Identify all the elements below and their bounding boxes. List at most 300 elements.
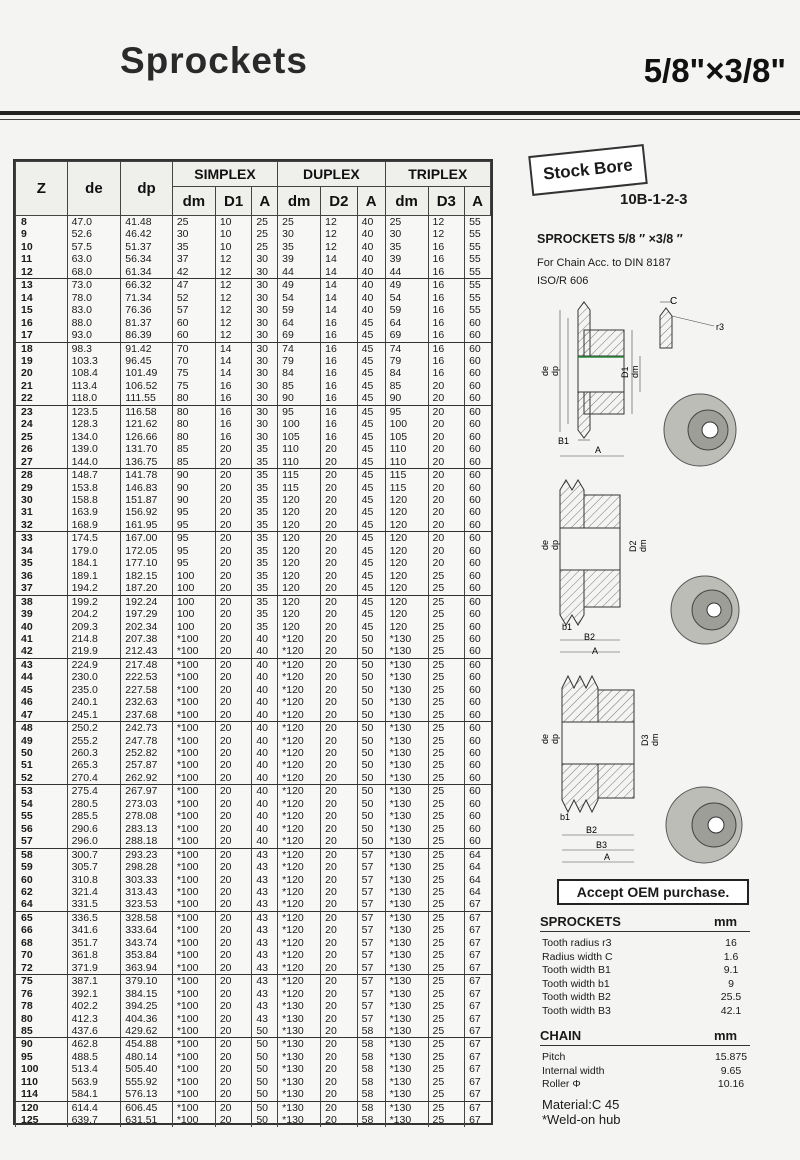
table-cell: 20: [321, 1038, 358, 1051]
table-cell: *100: [172, 911, 215, 924]
table-cell: 95: [172, 506, 215, 518]
table-cell: 20: [321, 722, 358, 735]
table-cell: 72: [16, 962, 68, 975]
table-cell: 95: [172, 545, 215, 557]
table-cell: 96.45: [121, 355, 173, 367]
table-cell: 35: [252, 557, 278, 569]
standards: [537, 254, 671, 290]
table-cell: 305.7: [67, 861, 121, 873]
table-row: [16, 747, 491, 759]
table-cell: 40: [252, 785, 278, 798]
table-cell: 25: [428, 684, 465, 696]
table-cell: 80: [172, 431, 215, 443]
table-cell: 16: [215, 380, 252, 392]
table-row: [16, 469, 491, 482]
table-cell: 60: [465, 671, 491, 683]
table-cell: 95: [172, 532, 215, 545]
label-dp-2: dp: [550, 539, 560, 550]
table-row: [16, 317, 491, 329]
table-cell: 12: [215, 292, 252, 304]
table-cell: 20: [215, 456, 252, 469]
table-cell: *130: [385, 1000, 428, 1012]
table-cell: 12: [215, 266, 252, 279]
table-cell: 67: [465, 911, 491, 924]
table-cell: 105: [278, 431, 321, 443]
table-cell: 90: [172, 469, 215, 482]
table-cell: 217.48: [121, 658, 173, 671]
table-cell: 20: [215, 545, 252, 557]
table-cell: 25: [428, 886, 465, 898]
table-cell: *100: [172, 772, 215, 785]
table-cell: 16: [321, 392, 358, 405]
table-cell: 60: [465, 355, 491, 367]
table-cell: 156.92: [121, 506, 173, 518]
table-cell: 280.5: [67, 798, 121, 810]
table-cell: 50: [357, 696, 385, 708]
table-cell: 12: [321, 216, 358, 229]
label-de-3: de: [540, 733, 550, 744]
table-cell: 20: [428, 456, 465, 469]
table-cell: 20: [321, 443, 358, 455]
table-cell: 57: [357, 848, 385, 861]
table-cell: 144.0: [67, 456, 121, 469]
table-cell: *100: [172, 810, 215, 822]
table-cell: 31: [16, 506, 68, 518]
table-cell: 153.8: [67, 482, 121, 494]
table-cell: 60: [465, 608, 491, 620]
spec-label: Tooth width B3: [542, 1005, 611, 1017]
table-cell: 120: [385, 621, 428, 633]
table-cell: 25: [428, 975, 465, 988]
table-cell: 115: [278, 469, 321, 482]
table-cell: 20: [215, 949, 252, 961]
table-cell: *120: [278, 988, 321, 1000]
table-cell: 43: [252, 848, 278, 861]
table-cell: 30: [252, 367, 278, 379]
table-row: [16, 342, 491, 355]
table-row: [16, 1063, 491, 1075]
table-cell: 30: [172, 228, 215, 240]
table-cell: 16: [321, 418, 358, 430]
table-cell: 20: [215, 886, 252, 898]
table-cell: 55: [465, 266, 491, 279]
table-cell: 14: [321, 304, 358, 316]
table-cell: 555.92: [121, 1076, 173, 1088]
sprockets-section-title: SPROCKETS: [540, 914, 621, 929]
table-row: [16, 582, 491, 595]
table-cell: 50: [357, 722, 385, 735]
table-cell: 25: [428, 621, 465, 633]
table-cell: 60: [465, 633, 491, 645]
table-cell: *100: [172, 861, 215, 873]
table-cell: 100: [385, 418, 428, 430]
table-cell: 25: [252, 216, 278, 229]
table-cell: 115: [385, 469, 428, 482]
table-cell: 79: [278, 355, 321, 367]
table-cell: 161.95: [121, 519, 173, 532]
group-header-duplex: DUPLEX: [278, 162, 385, 187]
table-cell: 100: [172, 608, 215, 620]
table-cell: *130: [385, 886, 428, 898]
table-cell: *120: [278, 798, 321, 810]
table-cell: 60: [465, 380, 491, 392]
table-cell: 278.08: [121, 810, 173, 822]
table-row: [16, 962, 491, 975]
sub-header: D1: [215, 187, 252, 216]
table-cell: *130: [385, 1038, 428, 1051]
table-cell: 224.9: [67, 658, 121, 671]
table-cell: 43: [252, 861, 278, 873]
table-cell: *120: [278, 949, 321, 961]
table-cell: 8: [16, 216, 68, 229]
label-dm-2: dm: [638, 539, 648, 552]
table-cell: 26: [16, 443, 68, 455]
table-cell: 20: [321, 1000, 358, 1012]
table-cell: 68.0: [67, 266, 121, 279]
table-cell: 120: [278, 545, 321, 557]
table-cell: 79: [385, 355, 428, 367]
table-cell: 363.94: [121, 962, 173, 975]
table-cell: 25: [428, 798, 465, 810]
spec-label: Pitch: [542, 1051, 566, 1063]
table-cell: 70: [172, 355, 215, 367]
table-cell: 343.74: [121, 937, 173, 949]
table-cell: 120: [385, 582, 428, 595]
table-cell: 50: [357, 658, 385, 671]
table-cell: 298.28: [121, 861, 173, 873]
table-cell: 118.0: [67, 392, 121, 405]
table-cell: 12: [215, 279, 252, 292]
table-cell: 60: [465, 582, 491, 595]
table-cell: 57: [357, 861, 385, 873]
table-cell: 16: [16, 317, 68, 329]
table-cell: 513.4: [67, 1063, 121, 1075]
table-cell: 20: [215, 1088, 252, 1101]
table-cell: *130: [385, 1114, 428, 1126]
table-cell: 67: [465, 898, 491, 911]
table-cell: 120: [278, 494, 321, 506]
table-cell: 100: [172, 621, 215, 633]
table-cell: 50: [252, 1088, 278, 1101]
table-cell: 35: [252, 443, 278, 455]
table-cell: *130: [385, 747, 428, 759]
table-cell: 310.8: [67, 874, 121, 886]
label-c: C: [670, 296, 678, 307]
table-cell: *100: [172, 1051, 215, 1063]
table-row: [16, 456, 491, 469]
table-cell: 43: [252, 1013, 278, 1025]
table-cell: 20: [215, 709, 252, 722]
table-cell: 40: [252, 759, 278, 771]
table-cell: *120: [278, 759, 321, 771]
table-cell: 20: [215, 772, 252, 785]
table-cell: 563.9: [67, 1076, 121, 1088]
table-cell: 12: [321, 241, 358, 253]
table-cell: 20: [215, 1051, 252, 1063]
table-cell: *100: [172, 798, 215, 810]
table-cell: *100: [172, 949, 215, 961]
table-cell: 16: [215, 431, 252, 443]
spec-value: 9: [728, 977, 734, 990]
table-cell: 70: [16, 949, 68, 961]
table-cell: 25: [428, 823, 465, 835]
table-cell: 17: [16, 329, 68, 342]
chain-section-title: CHAIN: [540, 1028, 582, 1043]
table-cell: 120: [385, 545, 428, 557]
table-cell: 60: [465, 557, 491, 569]
table-cell: 67: [465, 937, 491, 949]
group-header-simplex: SIMPLEX: [172, 162, 277, 187]
table-cell: 45: [357, 494, 385, 506]
table-cell: 40: [357, 279, 385, 292]
table-cell: *130: [385, 735, 428, 747]
table-cell: 20: [321, 772, 358, 785]
weld-note: *Weld-on hub: [542, 1112, 621, 1127]
table-cell: 232.63: [121, 696, 173, 708]
table-cell: *120: [278, 975, 321, 988]
table-cell: 60: [465, 722, 491, 735]
table-cell: 40: [252, 747, 278, 759]
table-cell: 120: [278, 621, 321, 633]
table-cell: *130: [278, 1025, 321, 1038]
table-cell: *130: [278, 1101, 321, 1114]
table-cell: 20: [215, 848, 252, 861]
table-cell: 606.45: [121, 1101, 173, 1114]
table-cell: 20: [321, 595, 358, 608]
table-cell: 37: [172, 253, 215, 265]
table-cell: 60: [465, 772, 491, 785]
table-cell: 40: [357, 304, 385, 316]
table-cell: 20: [428, 392, 465, 405]
spec-label: Tooth width b1: [542, 977, 610, 990]
table-cell: 16: [428, 292, 465, 304]
table-cell: 16: [321, 405, 358, 418]
table-cell: 103.3: [67, 355, 121, 367]
table-cell: 480.14: [121, 1051, 173, 1063]
table-cell: 100: [172, 595, 215, 608]
table-cell: 20: [321, 735, 358, 747]
table-cell: *130: [385, 1013, 428, 1025]
table-cell: 67: [465, 1025, 491, 1038]
table-cell: 22: [16, 392, 68, 405]
table-cell: 43: [252, 898, 278, 911]
label-b2-3: B2: [586, 825, 598, 835]
table-cell: 50: [357, 759, 385, 771]
table-cell: 55: [465, 253, 491, 265]
table-cell: 25: [428, 861, 465, 873]
table-row: [16, 1088, 491, 1101]
table-cell: 60: [465, 469, 491, 482]
table-cell: 126.66: [121, 431, 173, 443]
table-cell: 64: [465, 874, 491, 886]
table-cell: *130: [278, 1076, 321, 1088]
table-cell: 50: [357, 735, 385, 747]
table-cell: 275.4: [67, 785, 121, 798]
table-cell: 73.0: [67, 279, 121, 292]
table-cell: 16: [428, 253, 465, 265]
table-cell: 85: [278, 380, 321, 392]
table-cell: 32: [16, 519, 68, 532]
table-cell: 20: [215, 835, 252, 848]
table-cell: 151.87: [121, 494, 173, 506]
table-cell: 20: [215, 747, 252, 759]
table-cell: 20: [428, 469, 465, 482]
table-row: [16, 924, 491, 936]
table-cell: 21: [16, 380, 68, 392]
table-cell: 45: [357, 342, 385, 355]
table-cell: 40: [357, 292, 385, 304]
table-row: [16, 241, 491, 253]
table-cell: 47: [16, 709, 68, 722]
table-cell: 98.3: [67, 342, 121, 355]
table-row: [16, 671, 491, 683]
table-cell: 25: [428, 874, 465, 886]
table-cell: 35: [252, 570, 278, 582]
table-cell: 40: [252, 835, 278, 848]
table-cell: 384.15: [121, 988, 173, 1000]
table-cell: 285.5: [67, 810, 121, 822]
simplex-drawing: [540, 296, 736, 466]
table-cell: *130: [385, 1088, 428, 1101]
table-cell: 60: [465, 696, 491, 708]
table-cell: 50: [357, 684, 385, 696]
table-cell: 40: [252, 823, 278, 835]
table-cell: *100: [172, 823, 215, 835]
page-title: Sprockets: [120, 40, 308, 81]
table-cell: 60: [465, 735, 491, 747]
table-cell: 25: [428, 962, 465, 975]
table-cell: 20: [321, 570, 358, 582]
table-cell: 20: [215, 810, 252, 822]
table-cell: 40: [252, 735, 278, 747]
table-row: [16, 621, 491, 633]
table-cell: 67: [465, 1076, 491, 1088]
table-cell: 120: [385, 595, 428, 608]
table-cell: 76: [16, 988, 68, 1000]
table-cell: *100: [172, 684, 215, 696]
spec-label: Internal width: [542, 1064, 605, 1077]
label-d1: D1: [620, 366, 630, 378]
table-cell: 40: [252, 684, 278, 696]
table-row: [16, 874, 491, 886]
table-cell: 120: [385, 519, 428, 532]
table-cell: 252.82: [121, 747, 173, 759]
table-cell: 20: [321, 949, 358, 961]
table-cell: 283.13: [121, 823, 173, 835]
table-cell: 20: [428, 443, 465, 455]
table-cell: 20: [428, 494, 465, 506]
table-cell: 584.1: [67, 1088, 121, 1101]
table-cell: 60: [465, 519, 491, 532]
table-cell: 20: [215, 911, 252, 924]
table-cell: 172.05: [121, 545, 173, 557]
table-cell: 16: [321, 355, 358, 367]
table-cell: 202.34: [121, 621, 173, 633]
table-cell: 20: [321, 608, 358, 620]
table-cell: 20: [321, 798, 358, 810]
table-cell: 45: [357, 317, 385, 329]
table-cell: 394.25: [121, 1000, 173, 1012]
spec-label: Tooth width B2: [542, 991, 611, 1004]
oem-badge: Accept OEM purchase.: [557, 879, 749, 905]
table-cell: 20: [321, 924, 358, 936]
label-de: de: [540, 365, 550, 376]
table-cell: 50: [252, 1063, 278, 1075]
table-cell: 35: [16, 557, 68, 569]
table-cell: 300.7: [67, 848, 121, 861]
table-cell: *130: [385, 1101, 428, 1114]
table-row: [16, 506, 491, 518]
table-cell: *130: [385, 898, 428, 911]
table-cell: 20: [321, 709, 358, 722]
table-cell: 20: [215, 1114, 252, 1126]
table-cell: 40: [357, 228, 385, 240]
table-cell: 60: [465, 431, 491, 443]
table-cell: 10: [215, 228, 252, 240]
table-cell: 45: [16, 684, 68, 696]
table-row: [16, 367, 491, 379]
table-cell: 110: [16, 1076, 68, 1088]
table-cell: 20: [215, 874, 252, 886]
table-cell: 40: [357, 216, 385, 229]
table-cell: 25: [252, 241, 278, 253]
table-cell: 40: [252, 658, 278, 671]
group-header-triplex: TRIPLEX: [385, 162, 490, 187]
table-cell: 55: [465, 241, 491, 253]
sub-header: D3: [428, 187, 465, 216]
table-cell: 95: [16, 1051, 68, 1063]
table-cell: 39: [16, 608, 68, 620]
table-cell: 20: [215, 494, 252, 506]
table-cell: 20: [321, 545, 358, 557]
table-cell: 115: [385, 482, 428, 494]
table-cell: 341.6: [67, 924, 121, 936]
table-cell: 260.3: [67, 747, 121, 759]
table-cell: 45: [357, 608, 385, 620]
table-cell: 16: [428, 367, 465, 379]
table-row: [16, 519, 491, 532]
table-cell: *100: [172, 1013, 215, 1025]
table-cell: 20: [215, 798, 252, 810]
table-cell: 20: [428, 405, 465, 418]
table-cell: 57.5: [67, 241, 121, 253]
table-cell: *120: [278, 848, 321, 861]
table-row: [16, 304, 491, 316]
table-cell: 262.92: [121, 772, 173, 785]
table-cell: 16: [215, 418, 252, 430]
table-cell: 30: [252, 355, 278, 367]
table-cell: *100: [172, 924, 215, 936]
table-cell: 25: [428, 722, 465, 735]
table-cell: 40: [16, 621, 68, 633]
table-cell: 20: [321, 1063, 358, 1075]
table-cell: 20: [321, 835, 358, 848]
table-cell: 54: [385, 292, 428, 304]
table-cell: 189.1: [67, 570, 121, 582]
table-cell: 321.4: [67, 886, 121, 898]
table-cell: 20: [321, 494, 358, 506]
table-cell: 141.78: [121, 469, 173, 482]
table-cell: *120: [278, 810, 321, 822]
table-cell: 296.0: [67, 835, 121, 848]
table-cell: 58: [357, 1076, 385, 1088]
table-row: [16, 898, 491, 911]
table-cell: *100: [172, 1088, 215, 1101]
table-row: [16, 848, 491, 861]
table-cell: 25: [428, 1063, 465, 1075]
table-cell: 60: [465, 747, 491, 759]
table-cell: 45: [357, 469, 385, 482]
